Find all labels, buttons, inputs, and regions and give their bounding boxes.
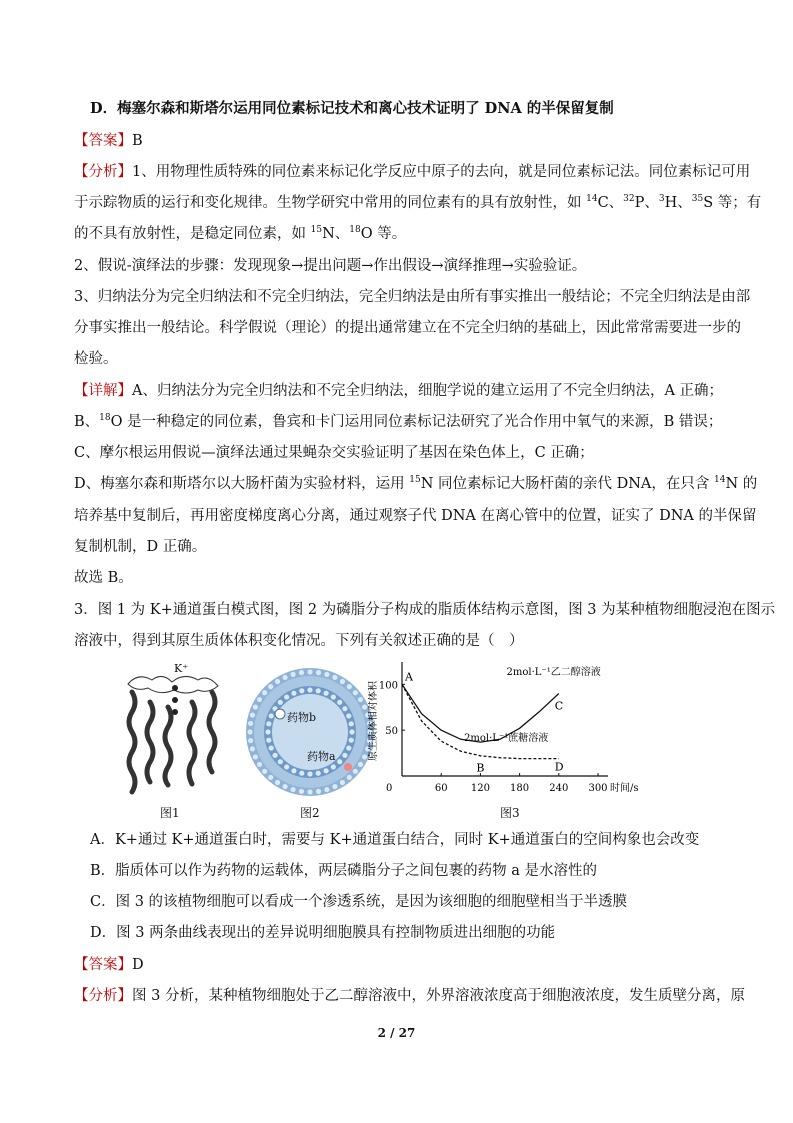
analysis-1c bbox=[74, 224, 406, 244]
isotope-sup: 3 bbox=[658, 194, 665, 204]
detail-d3: 复制机制，D 正确。 bbox=[74, 539, 207, 555]
answer-2 bbox=[74, 955, 144, 975]
analysis-3a: 3、归纳法分为完全归纳法和不完全归纳法，完全归纳法是由所有事实推出一般结论；不完全归纳法是由部 bbox=[74, 289, 751, 305]
y-axis-label: 原生质体相对体积 bbox=[368, 681, 379, 761]
x-tick-label: 180 bbox=[510, 783, 530, 794]
choose-answer: 故选 B。 bbox=[74, 570, 133, 586]
detail-d1 bbox=[74, 474, 757, 494]
isotope-sup: 15 bbox=[310, 225, 323, 235]
x-tick-label: 300 bbox=[588, 783, 608, 794]
detail-c: C、摩尔根运用假说—演绎法通过果蝇杂交实验证明了基因在染色体上，C 正确； bbox=[74, 445, 594, 461]
liposome-figure bbox=[240, 662, 380, 802]
isotope-sup: 15 bbox=[409, 475, 421, 485]
fig2-caption: 图2 bbox=[300, 806, 320, 820]
point-label-b: B bbox=[476, 761, 485, 775]
detail-text: D、梅塞尔森和斯塔尔以大肠杆菌为实验材料，运用 bbox=[74, 476, 410, 492]
x-tick-label: 240 bbox=[549, 783, 569, 794]
detail-text: A、归纳法分为完全归纳法和不完全归纳法，细胞学说的建立运用了不完全归纳法，A 正确； bbox=[132, 383, 724, 399]
y-tick-label: 50 bbox=[385, 726, 398, 738]
answer-tag: 【答案】 bbox=[74, 133, 132, 149]
x-tick-label: 120 bbox=[470, 783, 490, 794]
analysis-2: 2、假说-演绎法的步骤：发现现象→提出问题→作出假设→演绎推理→实验验证。 bbox=[74, 258, 587, 274]
k-channel-figure bbox=[120, 662, 230, 802]
detail-text: N 同位素标记大肠杆菌的亲代 DNA，在只含 bbox=[420, 476, 714, 492]
option-a: A．K+通过 K+通道蛋白时，需要与 K+通道蛋白结合，同时 K+通道蛋白的空间构象也会改变 bbox=[90, 832, 700, 848]
isotope-text: P、 bbox=[634, 195, 659, 211]
analysis-1b bbox=[74, 193, 761, 213]
answer-value: D bbox=[132, 957, 144, 973]
series-label-1: 2mol·L⁻¹乙二醇溶液 bbox=[506, 667, 601, 679]
isotope-text: O 等。 bbox=[360, 226, 407, 242]
x-axis-label: 时间/s bbox=[610, 783, 639, 794]
option-d: D．图 3 两条曲线表现出的差异说明细胞膜具有控制物质进出细胞的功能 bbox=[90, 925, 556, 941]
series-label-2: 2mol·L⁻¹蔗糖溶液 bbox=[464, 733, 549, 745]
analysis-text: 图 3 分析，某种植物细胞处于乙二醇溶液中，外界溶液浓度高于细胞液浓度，发生质壁分离，原 bbox=[132, 988, 745, 1004]
detail-tag: 【详解】 bbox=[74, 383, 132, 399]
detail-text: B、 bbox=[74, 414, 100, 430]
isotope-sup: 35 bbox=[691, 194, 704, 204]
isotope-text: S 等；有 bbox=[703, 195, 762, 211]
protoplast-volume-chart bbox=[368, 656, 640, 804]
analysis-tag: 【分析】 bbox=[74, 164, 132, 180]
isotope-sup: 14 bbox=[714, 475, 726, 485]
figure-group bbox=[120, 656, 640, 821]
origin-label: 0 bbox=[386, 783, 393, 794]
point-label-c: C bbox=[554, 699, 564, 713]
point-label-a: A bbox=[405, 670, 413, 684]
detail-text: N 的 bbox=[725, 476, 758, 492]
question-3-b: 溶液中，得到其原生质体体积变化情况。下列有关叙述正确的是（ ） bbox=[74, 633, 524, 649]
answer-tag: 【答案】 bbox=[74, 957, 132, 973]
analysis-text: 于示踪物质的运行和变化规律。生物学研究中常用的同位素有的具有放射性，如 bbox=[74, 195, 587, 211]
detail-a bbox=[74, 381, 723, 401]
x-tick-label: 60 bbox=[434, 783, 448, 794]
isotope-text: C、 bbox=[597, 195, 624, 211]
isotope-sup: 14 bbox=[586, 194, 598, 204]
point-label-d: D bbox=[554, 760, 564, 774]
y-tick-label: 100 bbox=[378, 680, 398, 692]
drug-b-label: 药物b bbox=[287, 711, 317, 724]
isotope-sup: 18 bbox=[99, 413, 111, 423]
fig1-caption: 图1 bbox=[160, 806, 180, 820]
analysis-3b: 分事实推出一般结论。科学假说（理论）的提出通常建立在不完全归纳的基础上，因此常常需要进一步的 bbox=[74, 320, 741, 336]
isotope-text: N、 bbox=[322, 226, 350, 242]
fig3-caption: 图3 bbox=[500, 806, 520, 820]
isotope-text: H、 bbox=[664, 195, 692, 211]
k-ion-label: K⁺ bbox=[174, 662, 189, 675]
prev-option-d: D．梅塞尔森和斯塔尔运用同位素标记技术和离心技术证明了 DNA 的半保留复制 bbox=[90, 100, 614, 117]
question-3-a: 3．图 1 为 K+通道蛋白模式图，图 2 为磷脂分子构成的脂质体结构示意图，图 3 为某种植物细胞浸泡在图示 bbox=[74, 602, 776, 618]
analysis-text: 的不具有放射性，是稳定同位素，如 bbox=[74, 226, 311, 242]
answer-1 bbox=[74, 131, 143, 151]
analysis-1a bbox=[74, 162, 750, 182]
analysis-final bbox=[74, 986, 745, 1006]
option-b: B．脂质体可以作为药物的运载体，两层磷脂分子之间包裹的药物 a 是水溶性的 bbox=[90, 863, 598, 879]
page-number: 2 / 27 bbox=[377, 1026, 416, 1040]
analysis-tag: 【分析】 bbox=[74, 988, 132, 1004]
detail-text: O 是一种稳定的同位素，鲁宾和卡门运用同位素标记法研究了光合作用中氧气的来源，B 错误； bbox=[110, 414, 723, 430]
isotope-sup: 18 bbox=[349, 225, 361, 235]
analysis-text: 1、用物理性质特殊的同位素来标记化学反应中原子的去向，就是同位素标记法。同位素标记可用 bbox=[132, 164, 751, 180]
detail-b bbox=[74, 412, 722, 432]
answer-value: B bbox=[132, 133, 143, 149]
detail-d2: 培养基中复制后，再用密度梯度离心分离，通过观察子代 DNA 在离心管中的位置，证实了 DNA 的半保留 bbox=[74, 508, 757, 524]
option-c: C．图 3 的该植物细胞可以看成一个渗透系统，是因为该细胞的细胞壁相当于半透膜 bbox=[90, 894, 628, 910]
analysis-3c: 检验。 bbox=[74, 351, 118, 367]
drug-a-label: 药物a bbox=[307, 750, 336, 763]
series-line-2 bbox=[402, 684, 559, 758]
isotope-sup: 32 bbox=[623, 194, 635, 204]
